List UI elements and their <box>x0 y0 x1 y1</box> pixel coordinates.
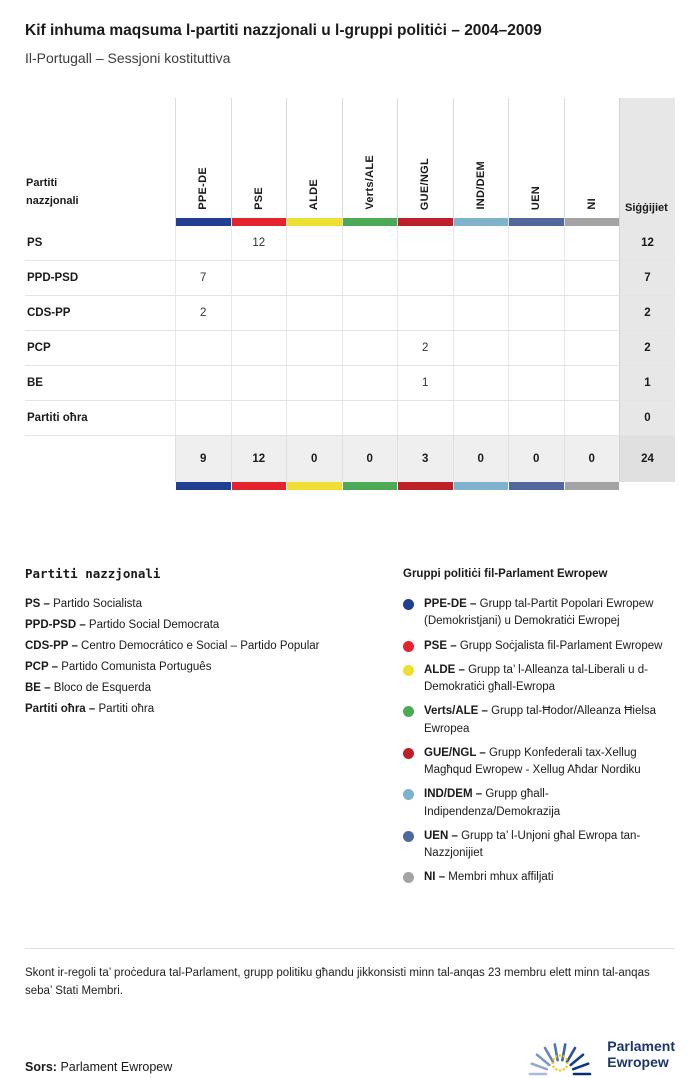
party-name: Partiti oħra <box>27 412 88 424</box>
cell-value <box>286 296 342 330</box>
cell-value <box>231 366 287 400</box>
cell-value <box>175 366 231 400</box>
cell-value <box>286 226 342 260</box>
legend-party-item: PPD-PSD – Partido Social Democrata <box>25 619 220 631</box>
group-header-ni <box>564 98 620 226</box>
total-value: 0 <box>564 436 620 482</box>
cell-value <box>564 331 620 365</box>
group-color-dot <box>403 789 414 800</box>
cell-value <box>342 261 398 295</box>
cell-value <box>342 366 398 400</box>
legend-group-item: NI – Membri mhux affiljati <box>403 869 675 886</box>
legend-party-item: BE – Bloco de Esquerda <box>25 682 151 694</box>
cell-value <box>342 401 398 435</box>
bar-spacer <box>25 482 175 490</box>
cell-value <box>175 226 231 260</box>
cell-value <box>286 366 342 400</box>
group-color-dot <box>403 872 414 883</box>
cell-value <box>286 331 342 365</box>
table-row <box>25 366 675 401</box>
seats-value: 1 <box>619 366 675 400</box>
cell-value <box>564 401 620 435</box>
group-color-bar <box>176 218 231 226</box>
party-name: PS <box>27 237 43 249</box>
group-header-uen <box>508 98 564 226</box>
cell-value <box>564 296 620 330</box>
group-header-label: ALDE <box>308 178 321 210</box>
cell-value <box>397 226 453 260</box>
legend-group-item: Verts/ALE – Grupp tal-Ħodor/Alleanza Ħielsa Ewropea <box>403 703 675 738</box>
legend-national-parties <box>25 566 403 894</box>
group-color-dot <box>403 599 414 610</box>
group-header-pse <box>231 98 287 226</box>
group-header-ind-dem <box>453 98 509 226</box>
cell-value <box>564 226 620 260</box>
group-header-label: UEN <box>530 185 543 210</box>
row-header-cell <box>25 98 175 226</box>
seats-header-cell <box>619 98 675 226</box>
cell-value <box>397 261 453 295</box>
group-header-ppe-de <box>175 98 231 226</box>
group-color-bar <box>564 482 620 490</box>
group-color-bar <box>286 482 342 490</box>
group-header-label: Verts/ALE <box>363 155 376 210</box>
group-color-bar <box>342 482 398 490</box>
group-color-bar <box>509 218 564 226</box>
total-value: 9 <box>175 436 231 482</box>
cell-value <box>231 401 287 435</box>
table-header-row <box>25 98 675 226</box>
party-name: PPD-PSD <box>27 272 79 284</box>
group-header-label: IND/DEM <box>474 161 487 210</box>
page-title: Kif inhuma maqsuma l-partiti nazzjonali u l-gruppi politiċi – 2004–2009 <box>25 22 542 39</box>
cell-value <box>564 261 620 295</box>
seats-value: 0 <box>619 401 675 435</box>
total-value: 0 <box>453 436 509 482</box>
total-value: 12 <box>231 436 287 482</box>
legend-section <box>25 566 675 894</box>
table-row <box>25 226 675 261</box>
legend-party-item: CDS-PP – Centro Democrático e Social – Partido Popular <box>25 640 320 652</box>
legend-groups-title: Gruppi politiċi fil-Parlament Ewropew <box>403 568 608 580</box>
cell-value: 2 <box>397 331 453 365</box>
cell-value <box>453 401 509 435</box>
footer-bar <box>25 1030 675 1078</box>
cell-value <box>508 261 564 295</box>
table-totals-row <box>25 436 675 482</box>
page-subtitle: Il-Portugall – Sessjoni kostituttiva <box>25 50 231 66</box>
table-row <box>25 261 675 296</box>
group-color-bar <box>231 482 287 490</box>
source-label: Sors: <box>25 1060 57 1075</box>
legend-political-groups <box>403 566 675 894</box>
cell-value <box>508 401 564 435</box>
cell-value <box>397 296 453 330</box>
group-color-bar <box>398 218 453 226</box>
cell-value <box>342 296 398 330</box>
cell-value <box>286 401 342 435</box>
group-color-bar <box>343 218 398 226</box>
table-row <box>25 296 675 331</box>
legend-group-item: PPE-DE – Grupp tal-Partit Popolari Ewropew (Demokristjani) u Demokratiċi Ewropej <box>403 596 675 631</box>
group-header-label: PSE <box>252 187 265 210</box>
group-color-dot <box>403 748 414 759</box>
cell-value <box>453 226 509 260</box>
group-color-bar <box>232 218 287 226</box>
total-value: 3 <box>397 436 453 482</box>
cell-value <box>508 366 564 400</box>
bar-spacer <box>619 482 675 490</box>
cell-value <box>453 366 509 400</box>
cell-value <box>397 401 453 435</box>
table-row <box>25 331 675 366</box>
cell-value <box>508 296 564 330</box>
seats-value: 7 <box>619 261 675 295</box>
party-name: BE <box>27 377 43 389</box>
cell-value: 1 <box>397 366 453 400</box>
cell-value <box>231 296 287 330</box>
total-value: 0 <box>286 436 342 482</box>
cell-value: 7 <box>175 261 231 295</box>
hemicycle-icon <box>524 1030 598 1078</box>
total-value: 0 <box>342 436 398 482</box>
cell-value <box>286 261 342 295</box>
legend-group-item: IND/DEM – Grupp għall-Indipendenza/Demokrazija <box>403 786 675 821</box>
group-header-label: GUE/NGL <box>419 157 432 210</box>
cell-value <box>231 331 287 365</box>
legend-party-item: PCP – Partido Comunista Português <box>25 661 212 673</box>
cell-value: 2 <box>175 296 231 330</box>
group-color-dot <box>403 831 414 842</box>
cell-value <box>342 331 398 365</box>
group-color-bar <box>287 218 342 226</box>
party-name: CDS-PP <box>27 307 71 319</box>
cell-value <box>453 296 509 330</box>
cell-value <box>231 261 287 295</box>
group-header-gue-ngl <box>397 98 453 226</box>
totals-label-cell <box>25 436 175 482</box>
logo-wordmark: Parlament Ewropew <box>607 1038 675 1071</box>
cell-value <box>175 331 231 365</box>
table-row <box>25 401 675 436</box>
legend-group-item: PSE – Grupp Soċjalista fil-Parlament Ewropew <box>403 638 675 655</box>
legend-group-item: GUE/NGL – Grupp Konfederali tax-Xellug Magħqud Ewropew - Xellug Aħdar Nordiku <box>403 745 675 780</box>
cell-value <box>453 331 509 365</box>
cell-value <box>453 261 509 295</box>
seats-value: 2 <box>619 331 675 365</box>
cell-value <box>175 401 231 435</box>
total-seats-value: 24 <box>619 436 675 482</box>
group-header-verts-ale <box>342 98 398 226</box>
source-line <box>25 1060 172 1078</box>
group-color-bar <box>508 482 564 490</box>
total-value: 0 <box>508 436 564 482</box>
group-color-bar <box>453 482 509 490</box>
cell-value <box>508 331 564 365</box>
cell-value <box>508 226 564 260</box>
group-color-dot <box>403 665 414 676</box>
legend-party-item: PS – Partido Socialista <box>25 598 142 610</box>
seats-value: 2 <box>619 296 675 330</box>
group-color-bar <box>454 218 509 226</box>
group-color-bar <box>565 218 620 226</box>
group-color-bar <box>175 482 231 490</box>
group-color-dot <box>403 706 414 717</box>
row-header-label: Partiti nazzjonali <box>26 176 79 207</box>
group-header-alde <box>286 98 342 226</box>
source-value: Parlament Ewropew <box>60 1060 173 1075</box>
cell-value <box>342 226 398 260</box>
seats-value: 12 <box>619 226 675 260</box>
group-color-bar <box>397 482 453 490</box>
group-header-label: NI <box>585 198 598 210</box>
seats-table <box>25 98 675 490</box>
party-name: PCP <box>27 342 51 354</box>
legend-party-item: Partiti oħra – Partiti oħra <box>25 703 155 715</box>
cell-value <box>564 366 620 400</box>
table-bottom-bars <box>25 482 675 490</box>
legend-group-item: UEN – Grupp ta’ l-Unjoni għal Ewropa tan-Nazzjonijiet <box>403 828 675 863</box>
group-header-label: PPE-DE <box>197 167 210 210</box>
legend-group-item: ALDE – Grupp ta’ l-Alleanza tal-Liberali u d-Demokratiċi għall-Ewropa <box>403 662 675 697</box>
european-parliament-logo <box>524 1030 675 1078</box>
procedure-note: Skont ir-regoli ta’ proċedura tal-Parlament, grupp politiku għandu jikkonsisti minn tal-anqas 23 membru elett minn tal-anqas seba’ Stati Membri. <box>25 948 675 1001</box>
group-color-dot <box>403 641 414 652</box>
seats-header-label: Siġġijiet <box>625 202 668 214</box>
legend-parties-title: Partiti nazzjonali <box>25 566 161 581</box>
cell-value: 12 <box>231 226 287 260</box>
